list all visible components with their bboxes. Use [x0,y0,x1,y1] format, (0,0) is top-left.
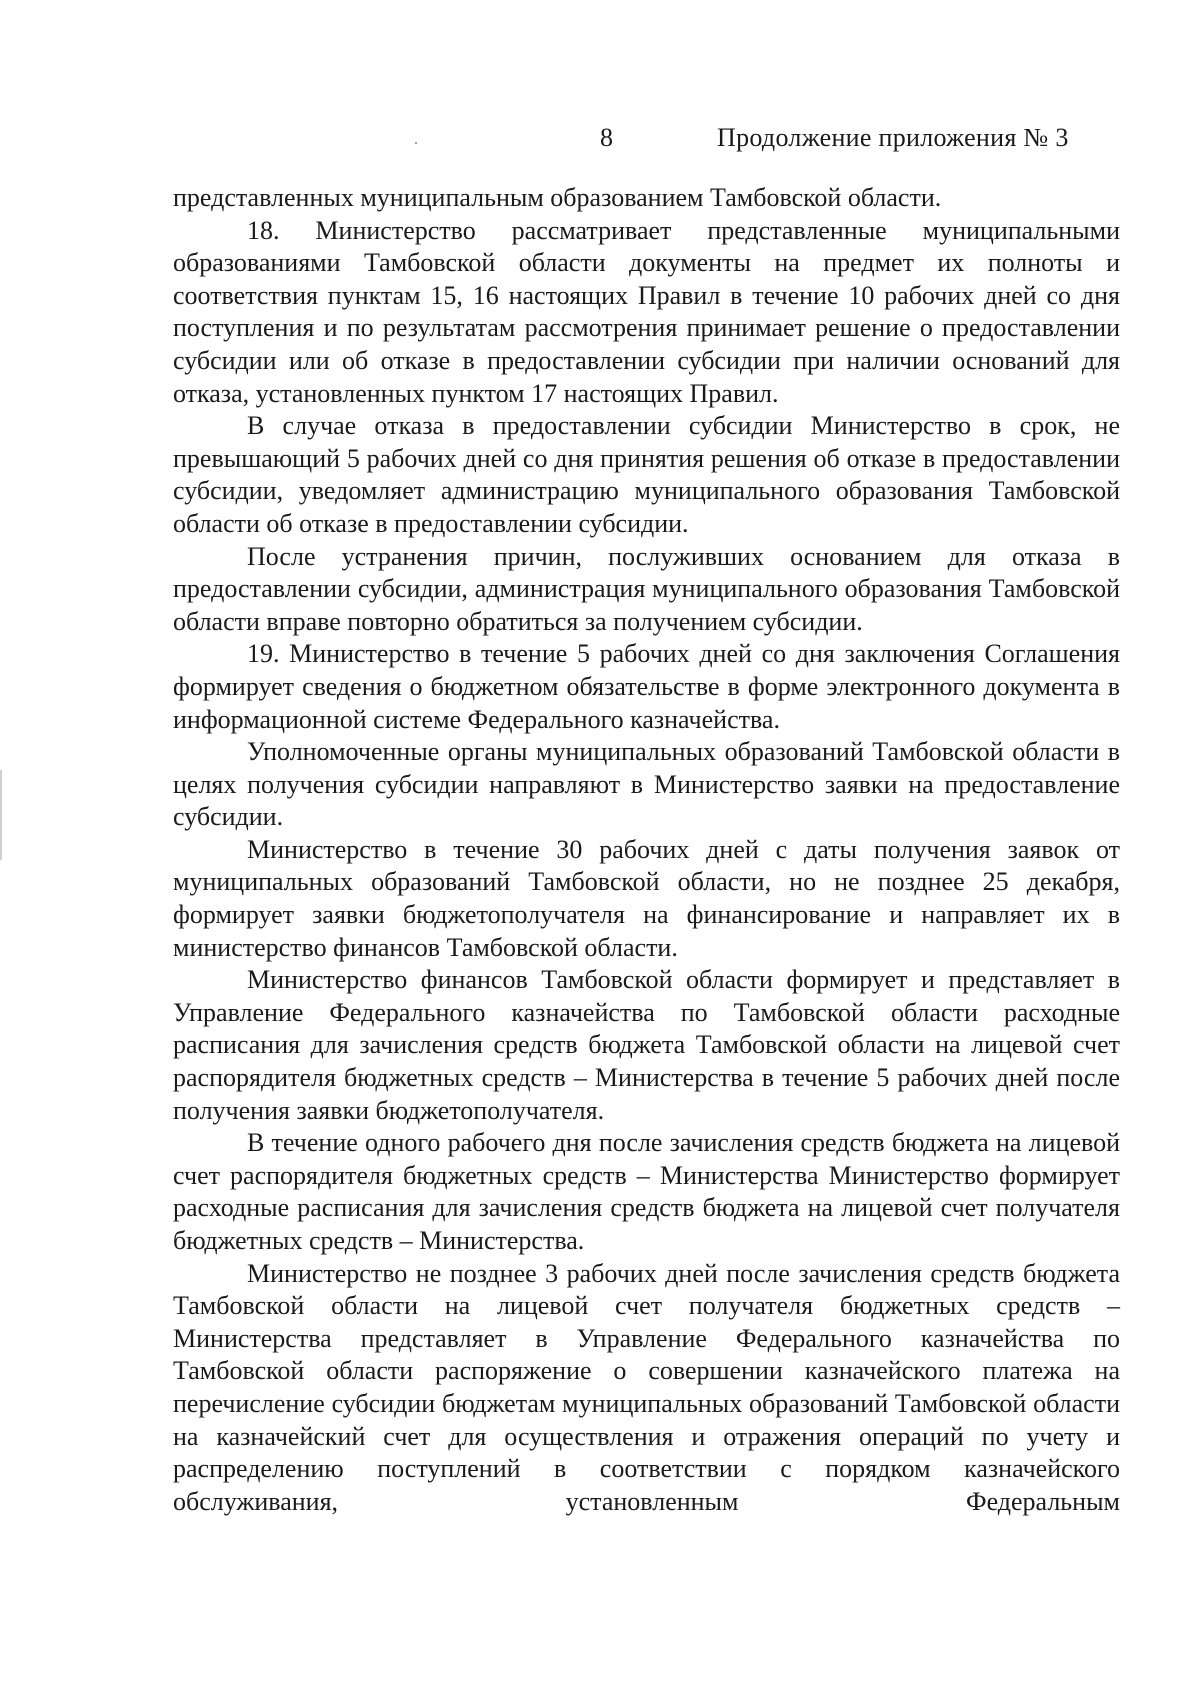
scan-artifact [0,770,2,860]
paragraph: В течение одного рабочего дня после зачисления средств бюджета на лицевой счет распорядителя бюджетных средств – Министерства Министерство формирует расходные расписания для зачисления средств бюджета на лицевой счет получателя бюджетных средств – Министерства. [173,1128,1120,1255]
paragraph: Уполномоченные органы муниципальных образований Тамбовской области в целях получения субсидии направляют в Министерство заявки на предоставление субсидии. [173,737,1120,832]
paragraph: В случае отказа в предоставлении субсидии Министерство в срок, не превышающий 5 рабочих дней со дня принятия решения об отказе в предоставлении субсидии, уведомляет администрацию муниципального образования Тамбовской области об отказе в предоставлении субсидии. [173,411,1120,538]
paragraph: Министерство финансов Тамбовской области формирует и представляет в Управление Федерального казначейства по Тамбовской области расходные расписания для зачисления средств бюджета Тамбовской области на лицевой счет распорядителя бюджетных средств – Министерства в течение 5 рабочих дней после получения заявки бюджетополучателя. [173,965,1120,1125]
appendix-label: Продолжение приложения № 3 [717,123,1069,152]
page-header [0,118,1200,158]
paragraph: Министерство не позднее 3 рабочих дней после зачисления средств бюджета Тамбовской области на лицевой счет получателя бюджетных средств – Министерства представляет в Управление Федерального казначейства по Тамбовской области распоряжение о совершении казначейского платежа на перечисление субсидии бюджетам муниципальных образований Тамбовской области на казначейский счет для осуществления и отражения операций по учету и распределению поступлений в соответствии с порядком казначейского обслуживания, установленным Федеральным [173,1258,1120,1516]
page-number: 8 [600,123,613,152]
paragraph: После устранения причин, послуживших основанием для отказа в предоставлении субсидии, администрация муниципального образования Тамбовской области вправе повторно обратиться за получением субсидии. [173,541,1120,636]
paragraph: Министерство в течение 30 рабочих дней с даты получения заявок от муниципальных образований Тамбовской области, но не позднее 25 декабря, формирует заявки бюджетополучателя на финансирование и направляет их в министерство финансов Тамбовской области. [173,834,1120,962]
paragraph: представленных муниципальным образованием Тамбовской области. [173,183,942,212]
scan-artifact [415,142,417,144]
document-body [173,182,1120,1518]
paragraph: 19. Министерство в течение 5 рабочих дней со дня заключения Соглашения формирует сведения о бюджетном обязательстве в форме электронного документа в информационной системе Федерального казначейства. [173,639,1120,734]
paragraph: 18. Министерство рассматривает представленные муниципальными образованиями Тамбовской области документы на предмет их полноты и соответствия пунктам 15, 16 настоящих Правил в течение 10 рабочих дней со дня поступления и по результатам рассмотрения принимает решение о предоставлении субсидии или об отказе в предоставлении субсидии при наличии оснований для отказа, установленных пунктом 17 настоящих Правил. [173,215,1120,408]
